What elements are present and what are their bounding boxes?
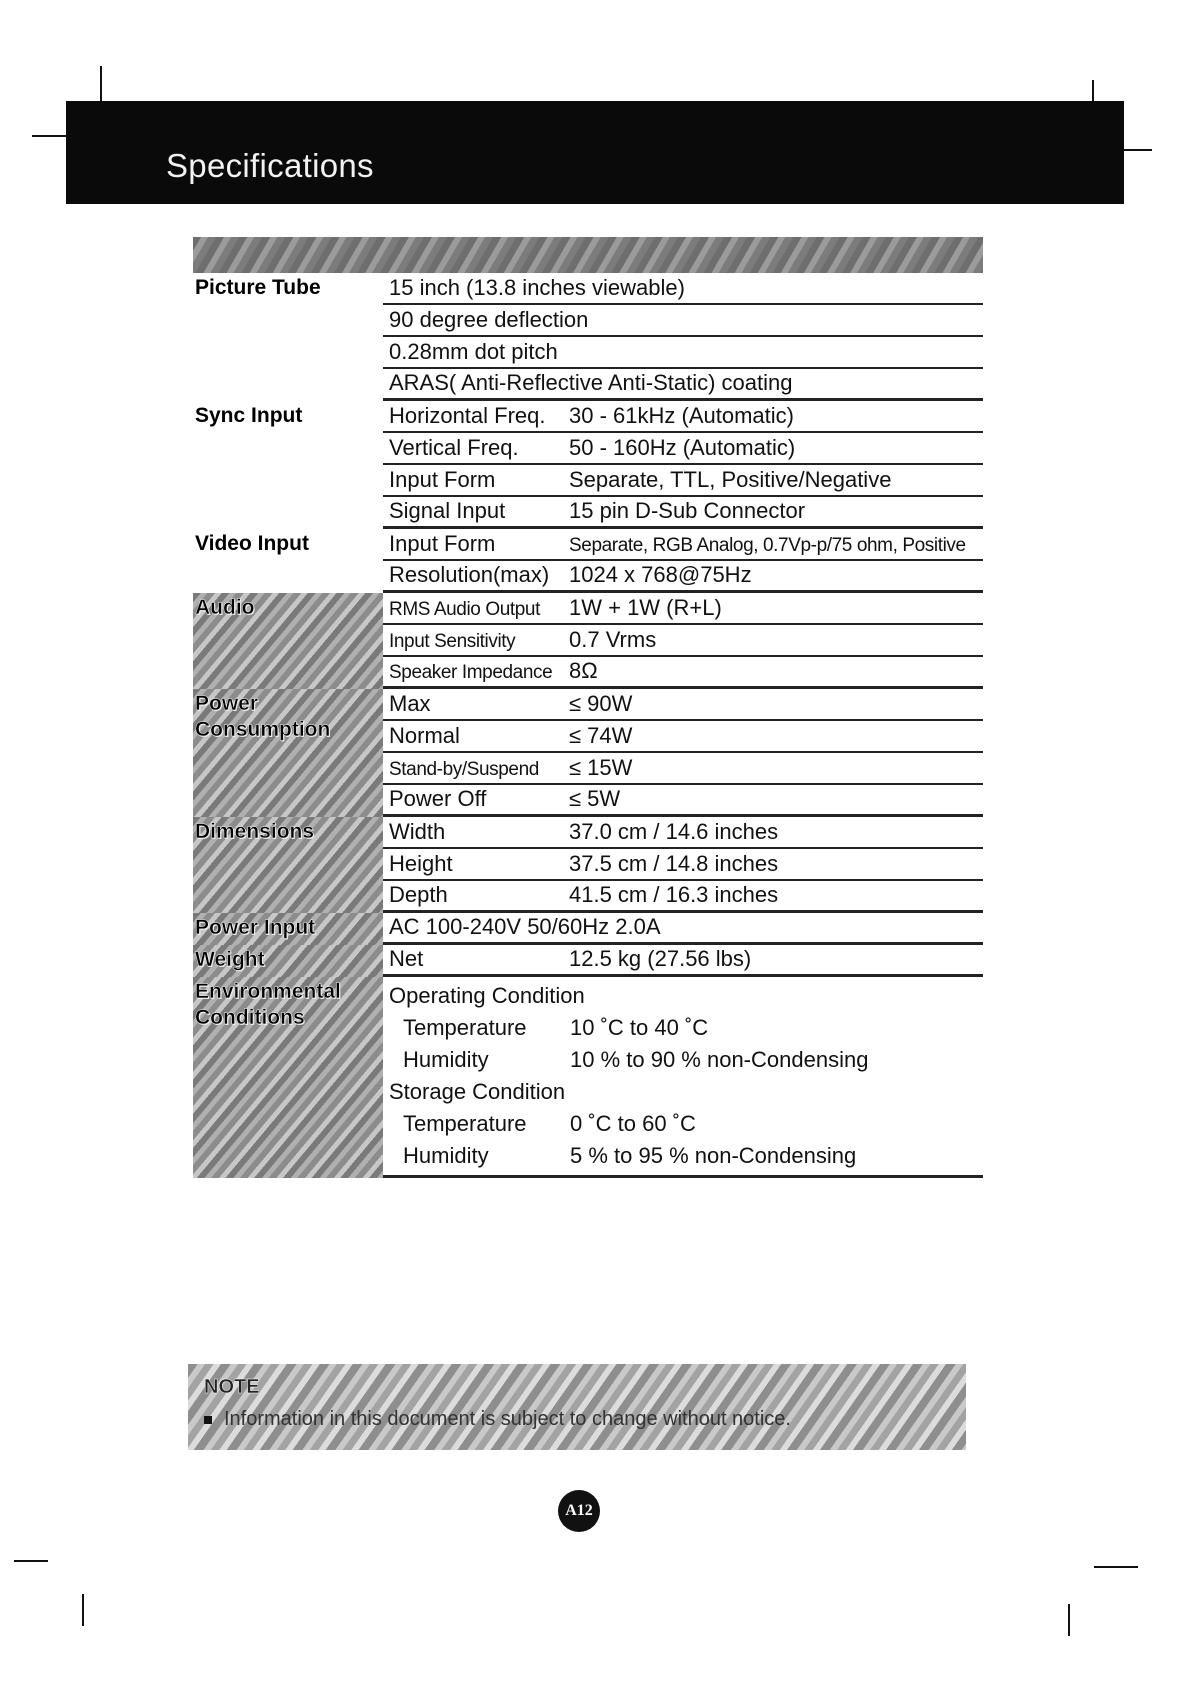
crop-mark-bottom-left-v bbox=[82, 1594, 84, 1626]
env-heading: Storage Condition bbox=[389, 1079, 566, 1104]
section-environmental-conditions bbox=[193, 977, 983, 1178]
spec-table bbox=[193, 237, 983, 1178]
spec-row: Vertical Freq. 50 - 160Hz (Automatic) bbox=[383, 433, 983, 465]
spec-row: ARAS( Anti-Reflective Anti-Static) coating bbox=[383, 369, 983, 401]
header-bar bbox=[66, 101, 1124, 204]
spec-row: Signal Input 15 pin D-Sub Connector bbox=[383, 497, 983, 529]
section-label: Weight bbox=[193, 945, 383, 977]
env-row: Temperature 10 ˚C to 40 ˚C bbox=[403, 1015, 709, 1040]
section-label: Sync Input bbox=[195, 404, 303, 427]
section-power-input bbox=[193, 913, 983, 945]
spec-row: Stand-by/Suspend ≤ 15W bbox=[383, 753, 983, 785]
section-label: Dimensions bbox=[193, 817, 383, 913]
section-label: Power Consumption bbox=[193, 689, 383, 817]
section-dimensions bbox=[193, 817, 983, 913]
spec-row: Input Form Separate, RGB Analog, 0.7Vp-p/75 ohm, Positive bbox=[383, 529, 983, 561]
spec-row: Net 12.5 kg (27.56 lbs) bbox=[383, 945, 983, 977]
section-picture-tube bbox=[193, 273, 983, 401]
bullet-icon bbox=[204, 1416, 212, 1424]
env-bottom-rule bbox=[383, 1169, 983, 1178]
section-video-input bbox=[193, 529, 983, 593]
spec-row: Input Form Separate, TTL, Positive/Negative bbox=[383, 465, 983, 497]
env-row: Humidity 10 % to 90 % non-Condensing bbox=[403, 1047, 869, 1072]
crop-mark-top-left-h bbox=[32, 135, 66, 137]
spec-row: Input Sensitivity 0.7 Vrms bbox=[383, 625, 983, 657]
crop-mark-top-right-h bbox=[1124, 149, 1152, 151]
spec-row: Horizontal Freq. 30 - 61kHz (Automatic) bbox=[383, 401, 983, 433]
spec-row: 15 inch (13.8 inches viewable) bbox=[383, 273, 983, 305]
spec-table-top-band bbox=[193, 237, 983, 273]
spec-row: Resolution(max) 1024 x 768@75Hz bbox=[383, 561, 983, 593]
section-power-consumption bbox=[193, 689, 983, 817]
page-title: Specifications bbox=[166, 147, 374, 184]
spec-row: AC 100-240V 50/60Hz 2.0A bbox=[383, 913, 983, 945]
section-label: Audio bbox=[193, 593, 383, 689]
spec-row: Width 37.0 cm / 14.6 inches bbox=[383, 817, 983, 849]
spec-row: RMS Audio Output 1W + 1W (R+L) bbox=[383, 593, 983, 625]
note-box bbox=[188, 1364, 966, 1450]
crop-mark-bottom-left-h bbox=[14, 1560, 48, 1562]
env-heading: Operating Condition bbox=[389, 983, 585, 1008]
env-row: Temperature 0 ˚C to 60 ˚C bbox=[403, 1111, 696, 1136]
note-title: NOTE bbox=[204, 1376, 260, 1398]
page-number-badge: A12 bbox=[558, 1490, 600, 1532]
spec-row: Height 37.5 cm / 14.8 inches bbox=[383, 849, 983, 881]
spec-row: Depth 41.5 cm / 16.3 inches bbox=[383, 881, 983, 913]
crop-mark-bottom-right-v bbox=[1068, 1604, 1070, 1636]
spec-row: Max ≤ 90W bbox=[383, 689, 983, 721]
section-audio bbox=[193, 593, 983, 689]
spec-row: Speaker Impedance 8Ω bbox=[383, 657, 983, 689]
spec-row: Normal ≤ 74W bbox=[383, 721, 983, 753]
section-label: Video Input bbox=[195, 532, 309, 555]
section-label: Picture Tube bbox=[195, 276, 321, 299]
section-sync-input bbox=[193, 401, 983, 529]
spec-row: 90 degree deflection bbox=[383, 305, 983, 337]
crop-mark-top-left-v bbox=[100, 66, 102, 102]
note-text: Information in this document is subject to change without notice. bbox=[204, 1408, 791, 1431]
spec-row: 0.28mm dot pitch bbox=[383, 337, 983, 369]
section-label: Power Input bbox=[193, 913, 383, 945]
crop-mark-bottom-right-h bbox=[1094, 1566, 1138, 1568]
env-row: Humidity 5 % to 95 % non-Condensing bbox=[403, 1143, 857, 1168]
section-label: Environmental Conditions bbox=[193, 977, 383, 1178]
spec-row: Power Off ≤ 5W bbox=[383, 785, 983, 817]
section-weight bbox=[193, 945, 983, 977]
